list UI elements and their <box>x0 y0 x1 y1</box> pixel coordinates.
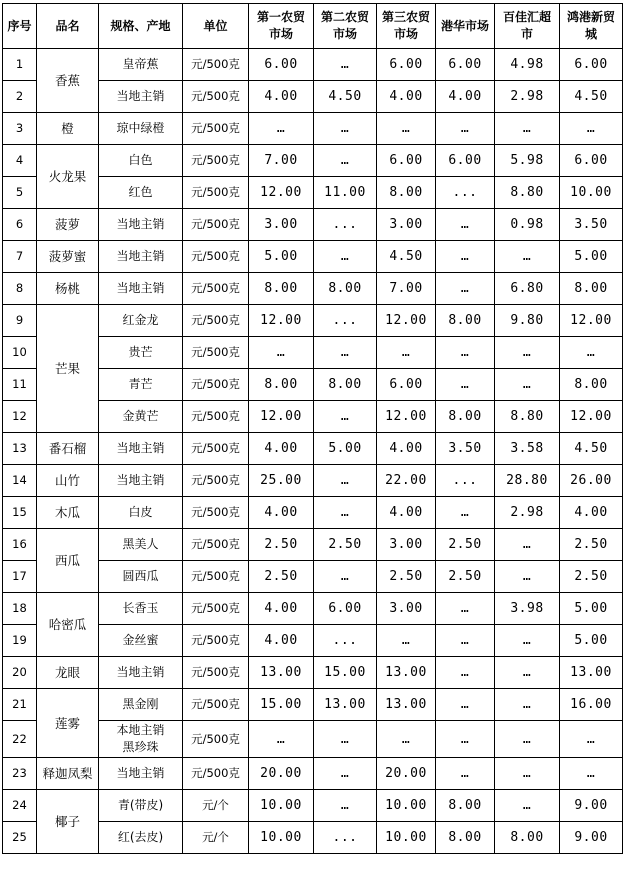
price-cell: 8.00 <box>377 177 436 209</box>
product-spec: 青芒 <box>99 369 183 401</box>
price-cell: 12.00 <box>377 401 436 433</box>
price-cell: … <box>314 561 377 593</box>
price-cell: 10.00 <box>377 790 436 822</box>
price-cell: … <box>560 721 623 758</box>
price-cell: … <box>249 113 314 145</box>
price-cell: … <box>314 401 377 433</box>
price-cell: 12.00 <box>249 401 314 433</box>
product-spec: 琼中绿橙 <box>99 113 183 145</box>
price-cell: 7.00 <box>249 145 314 177</box>
product-name: 杨桃 <box>37 273 99 305</box>
price-cell: 2.50 <box>377 561 436 593</box>
price-cell: 20.00 <box>377 758 436 790</box>
row-seq: 23 <box>3 758 37 790</box>
price-cell: 3.00 <box>377 593 436 625</box>
price-cell: 8.80 <box>495 177 560 209</box>
price-cell: … <box>495 790 560 822</box>
price-cell: 2.98 <box>495 497 560 529</box>
table-row <box>3 593 623 625</box>
price-cell: 9.80 <box>495 305 560 337</box>
product-unit: 元/500克 <box>183 497 249 529</box>
product-spec: 红色 <box>99 177 183 209</box>
product-spec: 金黄芒 <box>99 401 183 433</box>
price-cell: … <box>495 758 560 790</box>
header-market-line: 市 <box>520 27 533 41</box>
price-cell: 3.98 <box>495 593 560 625</box>
header-spec: 规格、产地 <box>99 4 183 49</box>
price-cell: 5.00 <box>560 593 623 625</box>
price-cell: 4.50 <box>560 81 623 113</box>
product-unit: 元/500克 <box>183 758 249 790</box>
header-market-line: 市场 <box>393 27 418 41</box>
price-cell: … <box>560 758 623 790</box>
product-unit: 元/500克 <box>183 529 249 561</box>
price-cell: 6.00 <box>436 145 495 177</box>
price-cell: 4.00 <box>249 625 314 657</box>
row-seq: 14 <box>3 465 37 497</box>
row-seq: 2 <box>3 81 37 113</box>
price-cell: 4.00 <box>249 497 314 529</box>
product-spec: 当地主销 <box>99 209 183 241</box>
row-seq: 9 <box>3 305 37 337</box>
price-cell: 4.00 <box>560 497 623 529</box>
price-cell: … <box>377 113 436 145</box>
row-seq: 5 <box>3 177 37 209</box>
product-spec: 黑美人 <box>99 529 183 561</box>
product-unit: 元/500克 <box>183 209 249 241</box>
row-seq: 15 <box>3 497 37 529</box>
price-cell: 4.00 <box>377 81 436 113</box>
price-cell: 10.00 <box>249 790 314 822</box>
price-cell: 8.00 <box>436 401 495 433</box>
table-row <box>3 758 623 790</box>
product-unit: 元/500克 <box>183 465 249 497</box>
price-cell: 4.50 <box>314 81 377 113</box>
price-cell: 4.00 <box>249 593 314 625</box>
table-row <box>3 113 623 145</box>
price-cell: 12.00 <box>560 401 623 433</box>
row-seq: 1 <box>3 49 37 81</box>
price-cell: 6.00 <box>314 593 377 625</box>
price-cell: 2.50 <box>249 561 314 593</box>
price-cell: 12.00 <box>249 305 314 337</box>
price-cell: … <box>495 657 560 689</box>
header-market-1 <box>249 4 314 49</box>
header-market-line: 第三农贸 <box>381 10 430 24</box>
price-cell: 13.00 <box>560 657 623 689</box>
product-unit: 元/500克 <box>183 113 249 145</box>
product-spec: 当地主销 <box>99 758 183 790</box>
price-cell: 6.00 <box>249 49 314 81</box>
price-cell: 5.98 <box>495 145 560 177</box>
price-cell: 6.00 <box>377 145 436 177</box>
price-cell: ... <box>436 177 495 209</box>
price-cell: 7.00 <box>377 273 436 305</box>
price-table <box>2 3 623 854</box>
product-name: 芒果 <box>37 305 99 433</box>
price-cell: … <box>495 337 560 369</box>
price-cell: 8.00 <box>436 822 495 854</box>
price-cell: 2.98 <box>495 81 560 113</box>
product-unit: 元/500克 <box>183 81 249 113</box>
price-cell: 8.00 <box>249 273 314 305</box>
price-cell: 13.00 <box>314 689 377 721</box>
price-cell: 5.00 <box>560 241 623 273</box>
row-seq: 11 <box>3 369 37 401</box>
price-cell: ... <box>314 822 377 854</box>
price-cell: 25.00 <box>249 465 314 497</box>
price-cell: 2.50 <box>560 561 623 593</box>
product-unit: 元/500克 <box>183 177 249 209</box>
product-unit: 元/个 <box>183 822 249 854</box>
header-unit: 单位 <box>183 4 249 49</box>
price-cell: 8.00 <box>314 369 377 401</box>
price-cell: … <box>560 337 623 369</box>
price-cell: … <box>377 337 436 369</box>
price-cell: … <box>314 241 377 273</box>
table-row <box>3 241 623 273</box>
row-seq: 21 <box>3 689 37 721</box>
product-unit: 元/500克 <box>183 689 249 721</box>
row-seq: 8 <box>3 273 37 305</box>
product-name: 橙 <box>37 113 99 145</box>
price-cell: 13.00 <box>377 689 436 721</box>
price-cell: 2.50 <box>249 529 314 561</box>
price-cell: 20.00 <box>249 758 314 790</box>
price-cell: … <box>249 337 314 369</box>
header-market-line: 港华市场 <box>440 18 489 33</box>
row-seq: 10 <box>3 337 37 369</box>
header-market-line: 城 <box>584 27 597 41</box>
price-cell: 3.00 <box>377 529 436 561</box>
row-seq: 18 <box>3 593 37 625</box>
row-seq: 17 <box>3 561 37 593</box>
price-cell: 6.00 <box>377 49 436 81</box>
price-cell: 13.00 <box>377 657 436 689</box>
product-name: 菠萝 <box>37 209 99 241</box>
price-cell: 8.00 <box>436 790 495 822</box>
price-cell: … <box>314 337 377 369</box>
price-cell: 16.00 <box>560 689 623 721</box>
product-unit: 元/500克 <box>183 49 249 81</box>
header-row <box>3 4 623 49</box>
price-cell: 9.00 <box>560 790 623 822</box>
product-spec: 当地主销 <box>99 465 183 497</box>
price-cell: 8.00 <box>314 273 377 305</box>
product-name: 火龙果 <box>37 145 99 209</box>
price-cell: … <box>314 758 377 790</box>
product-spec: 当地主销 <box>99 433 183 465</box>
price-cell: … <box>495 113 560 145</box>
price-cell: … <box>314 790 377 822</box>
header-market-line: 市场 <box>268 27 293 41</box>
price-cell: 4.98 <box>495 49 560 81</box>
price-cell: … <box>436 721 495 758</box>
header-market-line: 鸿港新贸 <box>566 10 615 24</box>
price-cell: ... <box>314 305 377 337</box>
product-name: 椰子 <box>37 790 99 854</box>
product-unit: 元/500克 <box>183 721 249 758</box>
price-cell: 9.00 <box>560 822 623 854</box>
price-cell: 3.58 <box>495 433 560 465</box>
row-seq: 7 <box>3 241 37 273</box>
product-spec: 白色 <box>99 145 183 177</box>
price-cell: 8.00 <box>495 822 560 854</box>
price-cell: … <box>314 497 377 529</box>
table-row <box>3 305 623 337</box>
product-spec: 金丝蜜 <box>99 625 183 657</box>
table-body <box>3 49 623 854</box>
price-cell: 15.00 <box>249 689 314 721</box>
table-row <box>3 273 623 305</box>
product-spec: 青(带皮) <box>99 790 183 822</box>
price-cell: 11.00 <box>314 177 377 209</box>
price-cell: 2.50 <box>314 529 377 561</box>
price-cell: … <box>495 721 560 758</box>
product-name: 番石榴 <box>37 433 99 465</box>
product-unit: 元/500克 <box>183 401 249 433</box>
price-cell: … <box>495 369 560 401</box>
price-cell: 8.00 <box>560 273 623 305</box>
price-cell: … <box>436 657 495 689</box>
price-cell: 10.00 <box>377 822 436 854</box>
price-cell: 13.00 <box>249 657 314 689</box>
header-name: 品名 <box>37 4 99 49</box>
product-name: 木瓜 <box>37 497 99 529</box>
product-spec-line: 本地主销 <box>116 723 165 737</box>
row-seq: 20 <box>3 657 37 689</box>
product-name: 龙眼 <box>37 657 99 689</box>
price-cell: ... <box>436 465 495 497</box>
row-seq: 6 <box>3 209 37 241</box>
product-unit: 元/500克 <box>183 145 249 177</box>
table-row <box>3 433 623 465</box>
product-unit: 元/500克 <box>183 657 249 689</box>
price-cell: 8.00 <box>560 369 623 401</box>
product-name: 释迦凤梨 <box>37 758 99 790</box>
table-row <box>3 657 623 689</box>
price-cell: 4.50 <box>560 433 623 465</box>
price-cell: … <box>314 113 377 145</box>
row-seq: 16 <box>3 529 37 561</box>
price-cell: 8.80 <box>495 401 560 433</box>
product-spec-line: 黑珍珠 <box>122 740 159 754</box>
price-cell: 3.00 <box>377 209 436 241</box>
price-cell: … <box>436 337 495 369</box>
price-cell: … <box>495 689 560 721</box>
price-cell: … <box>436 369 495 401</box>
header-seq: 序号 <box>3 4 37 49</box>
price-cell: 2.50 <box>560 529 623 561</box>
price-cell: … <box>436 273 495 305</box>
table-row <box>3 209 623 241</box>
price-cell: … <box>377 625 436 657</box>
price-cell: … <box>314 49 377 81</box>
price-cell: … <box>560 113 623 145</box>
price-cell: … <box>249 721 314 758</box>
product-spec: 黑金刚 <box>99 689 183 721</box>
header-market-5 <box>495 4 560 49</box>
table-row <box>3 465 623 497</box>
table-row <box>3 529 623 561</box>
price-cell: … <box>436 689 495 721</box>
table-row <box>3 497 623 529</box>
product-unit: 元/500克 <box>183 241 249 273</box>
price-cell: ... <box>314 209 377 241</box>
price-cell: 3.50 <box>560 209 623 241</box>
product-unit: 元/500克 <box>183 433 249 465</box>
product-spec: 圆西瓜 <box>99 561 183 593</box>
price-cell: 2.50 <box>436 561 495 593</box>
price-cell: 3.00 <box>249 209 314 241</box>
price-cell: … <box>436 241 495 273</box>
product-spec: 贵芒 <box>99 337 183 369</box>
price-cell: … <box>495 241 560 273</box>
price-cell: 5.00 <box>314 433 377 465</box>
product-spec: 当地主销 <box>99 81 183 113</box>
price-cell: 5.00 <box>249 241 314 273</box>
price-cell: 6.80 <box>495 273 560 305</box>
price-cell: … <box>314 465 377 497</box>
row-seq: 4 <box>3 145 37 177</box>
row-seq: 13 <box>3 433 37 465</box>
header-market-line: 市场 <box>332 27 357 41</box>
header-market-6 <box>560 4 623 49</box>
price-cell: 15.00 <box>314 657 377 689</box>
price-cell: 4.00 <box>377 497 436 529</box>
price-cell: 4.00 <box>249 81 314 113</box>
row-seq: 3 <box>3 113 37 145</box>
product-unit: 元/500克 <box>183 337 249 369</box>
price-cell: … <box>314 145 377 177</box>
product-name: 哈密瓜 <box>37 593 99 657</box>
price-cell: … <box>495 625 560 657</box>
product-name: 香蕉 <box>37 49 99 113</box>
price-cell: … <box>436 593 495 625</box>
product-name: 山竹 <box>37 465 99 497</box>
header-market-line: 百佳汇超 <box>502 10 551 24</box>
product-spec: 当地主销 <box>99 241 183 273</box>
header-market-2 <box>314 4 377 49</box>
row-seq: 12 <box>3 401 37 433</box>
product-spec: 红金龙 <box>99 305 183 337</box>
product-spec: 皇帝蕉 <box>99 49 183 81</box>
product-unit: 元/500克 <box>183 593 249 625</box>
price-cell: 10.00 <box>249 822 314 854</box>
row-seq: 25 <box>3 822 37 854</box>
product-spec: 白皮 <box>99 497 183 529</box>
row-seq: 19 <box>3 625 37 657</box>
product-name: 西瓜 <box>37 529 99 593</box>
table-row <box>3 49 623 81</box>
price-cell: 12.00 <box>249 177 314 209</box>
header-market-line: 第二农贸 <box>320 10 369 24</box>
price-cell: 10.00 <box>560 177 623 209</box>
product-spec: 当地主销 <box>99 657 183 689</box>
price-cell: 8.00 <box>436 305 495 337</box>
product-name: 菠萝蜜 <box>37 241 99 273</box>
product-unit: 元/500克 <box>183 369 249 401</box>
price-cell: 4.00 <box>377 433 436 465</box>
price-cell: … <box>436 209 495 241</box>
table-row <box>3 790 623 822</box>
price-cell: 6.00 <box>560 145 623 177</box>
price-cell: 8.00 <box>249 369 314 401</box>
price-cell: … <box>377 721 436 758</box>
price-cell: 4.50 <box>377 241 436 273</box>
table-row <box>3 689 623 721</box>
price-cell: 5.00 <box>560 625 623 657</box>
table-header <box>3 4 623 49</box>
price-cell: 6.00 <box>377 369 436 401</box>
product-spec: 长香玉 <box>99 593 183 625</box>
price-cell: 4.00 <box>249 433 314 465</box>
product-unit: 元/500克 <box>183 305 249 337</box>
price-cell: … <box>495 529 560 561</box>
row-seq: 24 <box>3 790 37 822</box>
price-cell: 26.00 <box>560 465 623 497</box>
table-row <box>3 145 623 177</box>
price-cell: 22.00 <box>377 465 436 497</box>
product-name: 莲雾 <box>37 689 99 758</box>
header-market-4 <box>436 4 495 49</box>
price-cell: … <box>436 625 495 657</box>
price-cell: … <box>314 721 377 758</box>
price-cell: 12.00 <box>560 305 623 337</box>
price-cell: … <box>436 758 495 790</box>
header-market-3 <box>377 4 436 49</box>
price-cell: … <box>495 561 560 593</box>
price-cell: ... <box>314 625 377 657</box>
product-unit: 元/500克 <box>183 561 249 593</box>
price-cell: 4.00 <box>436 81 495 113</box>
price-cell: 12.00 <box>377 305 436 337</box>
row-seq: 22 <box>3 721 37 758</box>
header-market-line: 第一农贸 <box>256 10 305 24</box>
price-cell: 2.50 <box>436 529 495 561</box>
product-spec: 当地主销 <box>99 273 183 305</box>
product-spec <box>99 721 183 758</box>
price-cell: 6.00 <box>560 49 623 81</box>
product-unit: 元/500克 <box>183 273 249 305</box>
price-cell: 28.80 <box>495 465 560 497</box>
product-spec: 红(去皮) <box>99 822 183 854</box>
product-unit: 元/500克 <box>183 625 249 657</box>
price-cell: 3.50 <box>436 433 495 465</box>
price-cell: … <box>436 113 495 145</box>
product-unit: 元/个 <box>183 790 249 822</box>
price-cell: … <box>436 497 495 529</box>
price-cell: 6.00 <box>436 49 495 81</box>
price-cell: 0.98 <box>495 209 560 241</box>
